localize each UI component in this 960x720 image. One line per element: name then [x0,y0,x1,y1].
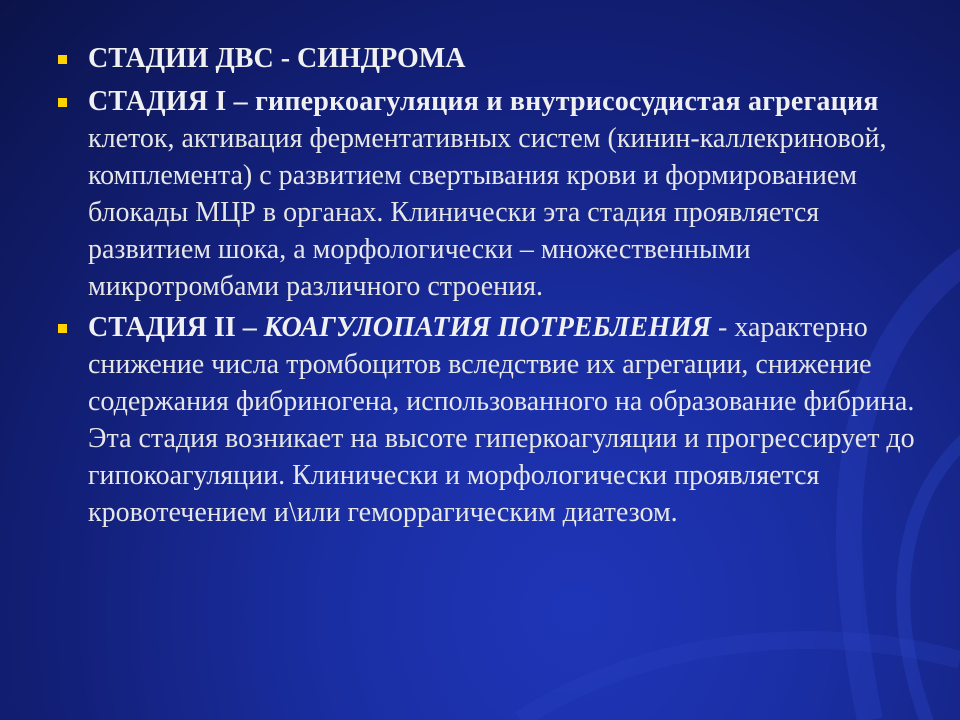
stage-1-heading: СТАДИЯ I – гиперкоагуляция и внутрисосудистая агрегация [88,86,879,117]
bullet-square-icon [58,324,67,333]
bullet-square-icon [58,98,67,107]
slide-title: СТАДИИ ДВС - СИНДРОМА [88,43,466,74]
bullet-title [56,40,916,77]
stage-1-text: клеток, активация ферментативных систем (кинин-каллекриновой, комплемента) с развитием свертывания крови и формированием блокады МЦР в органах. Клинически эта стадия проявляется развитием шока, а морфологически – множественными микротромбами различного строения. [88,123,887,302]
bullet-stage-2 [56,309,916,531]
bullet-stage-1 [56,83,916,305]
slide-content [56,40,916,535]
bullet-square-icon [58,55,67,64]
stage-2-term: КОАГУЛОПАТИЯ ПОТРЕБЛЕНИЯ [263,312,711,343]
stage-2-text: - характерно снижение числа тромбоцитов вследствие их агрегации, снижение содержания фибриногена, использованного на образование фибрина. Эта стадия возникает на высоте гиперкоагуляции и прогрессирует до гипокоагуляции. Клинически и морфологически проявляется кровотечением и\или геморрагическим диатезом. [88,312,915,528]
stage-2-heading: СТАДИЯ II – [88,312,264,343]
